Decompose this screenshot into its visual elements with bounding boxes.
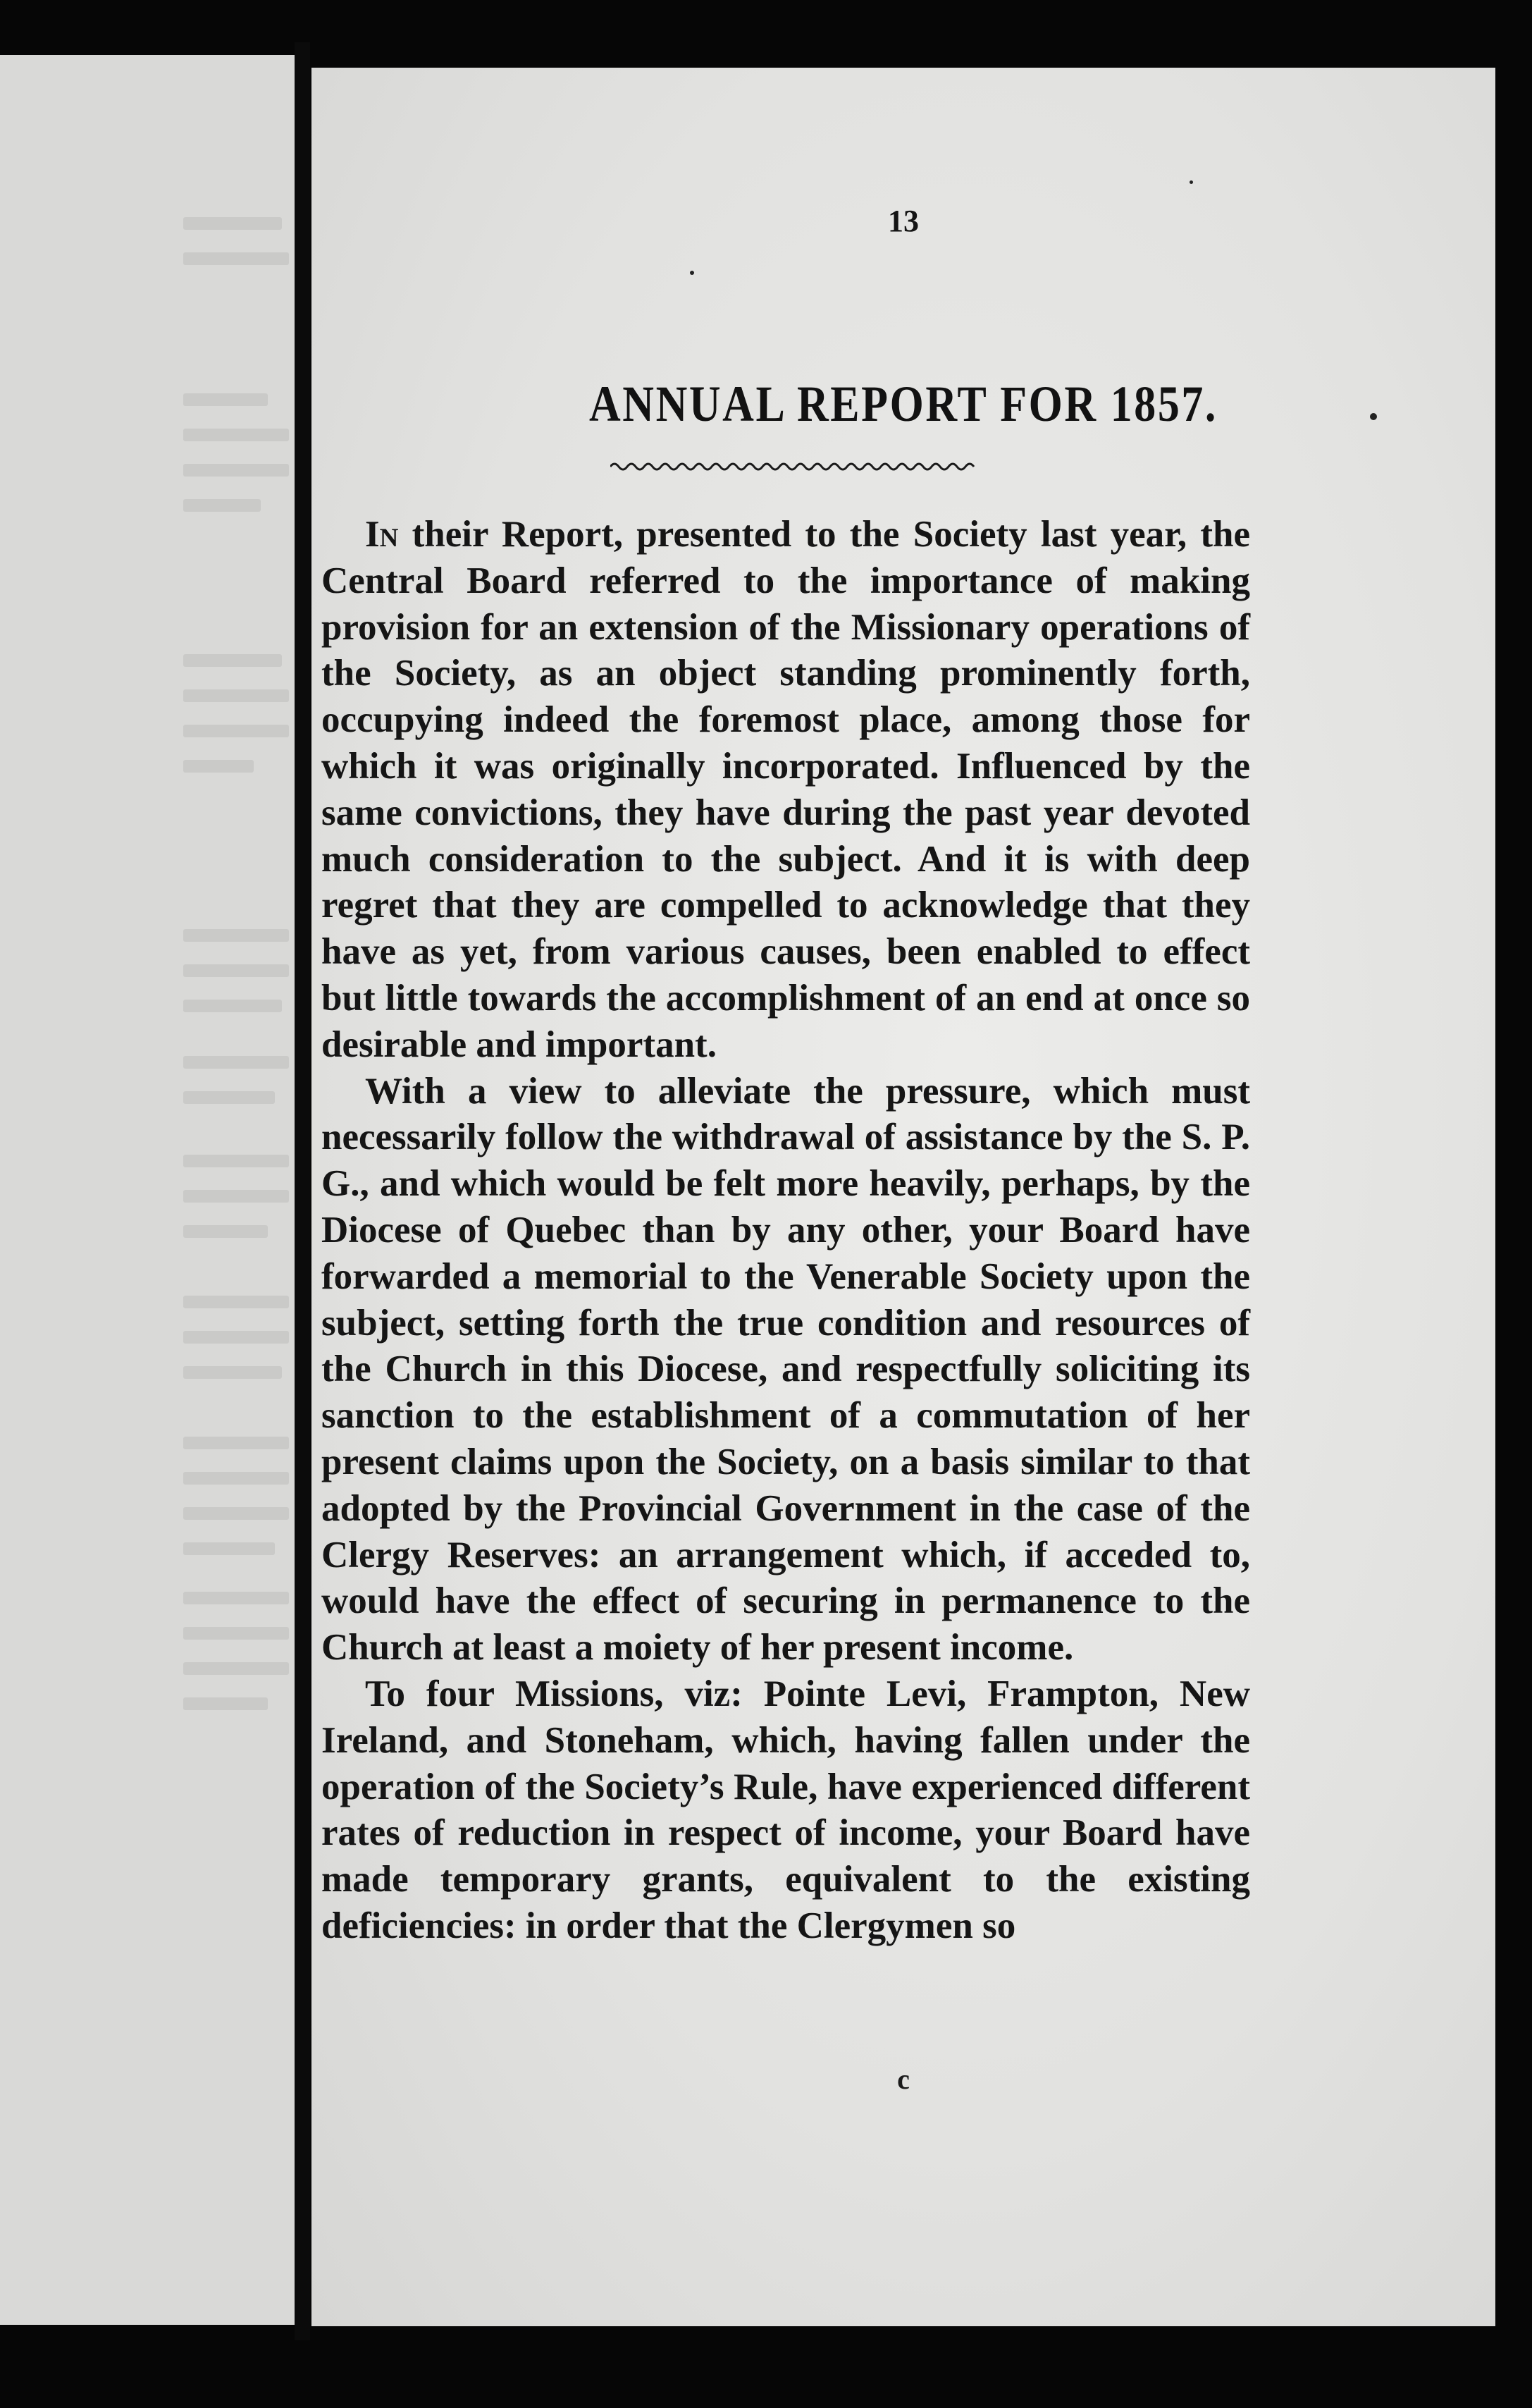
printer-signature-mark: c <box>897 2063 910 2095</box>
paragraph-1-text: their Report, presented to the Society last year, the Central Board referred to the importance of making provision for an extension of the Missionary operations of the Society, as an object standing prominently forth, occupying indeed the foremost place, among those for which it was originally incorporated. Influenced by the same convictions, they have during the past year devoted much consideration to the subject. And it is with deep regret that they are compelled to acknowledge that they have as yet, from various causes, been enabled to effect but little towards the accomplishment of an end at once so desirable and important. <box>321 514 1250 1065</box>
ink-speck <box>1190 180 1193 184</box>
decorative-wavy-rule <box>610 460 977 474</box>
paragraph-1-lead: In <box>365 514 399 555</box>
paragraph-2-text: With a view to alleviate the pressure, which must necessarily follow the withdrawal of assistance by the S. P. G., and which would be felt more heavily, perhaps, by the Diocese of Quebec than by any other, your Board have forwarded a memorial to the Venerable Society upon the subject, setting forth the true condition and resources of the Church in this Diocese, and respectfully soliciting its sanction to the establishment of a commutation of her present claims upon the Society, on a basis similar to that adopted by the Provincial Government in the case of the Clergy Reserves: an arrangement which, if acceded to, would have the effect of securing in permanence to the Church at least a moiety of her present income. <box>321 1070 1250 1669</box>
paragraph-3-text: To four Missions, viz: Pointe Levi, Frampton, New Ireland, and Stoneham, which, having fallen under the operation of the Society’s Rule, have experienced different rates of reduction in respect of income, your Board have made temporary grants, equivalent to the existing deficiencies: in order that the Clergymen so <box>321 1673 1250 1946</box>
page <box>311 68 1495 2326</box>
page-number: 13 <box>888 204 919 238</box>
paragraph-3 <box>321 1671 1250 1950</box>
report-title: ANNUAL REPORT FOR 1857. <box>588 376 1218 432</box>
paragraph-2 <box>321 1069 1250 1671</box>
paragraph-1 <box>321 512 1250 1069</box>
ink-speck <box>690 271 694 275</box>
ink-speck <box>1370 413 1377 420</box>
binding-gutter <box>295 42 310 2340</box>
report-body <box>321 512 1250 1950</box>
adjacent-page-fragment <box>0 55 296 2325</box>
